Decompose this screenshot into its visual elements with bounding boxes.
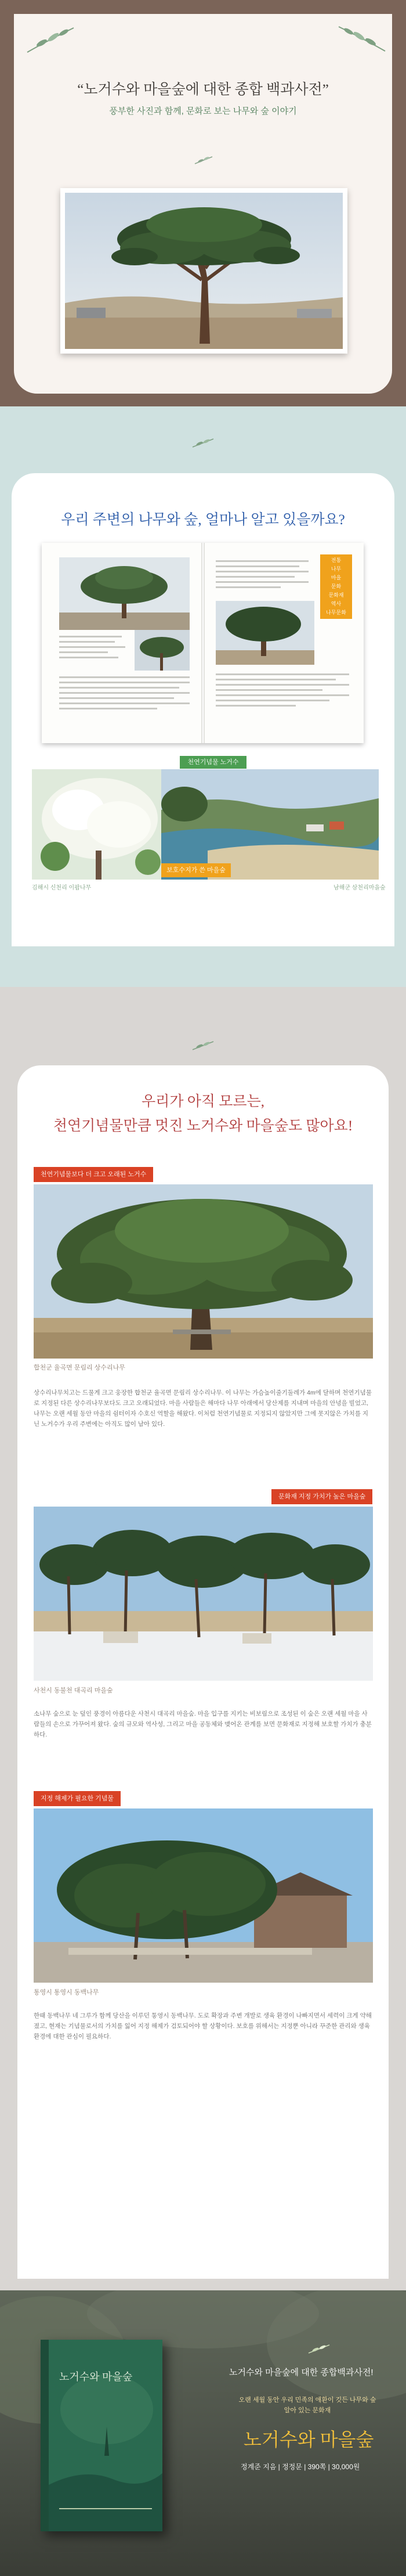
block3-tag: 지정 해제가 필요한 기념물 <box>34 1791 121 1806</box>
block2-text: 소나무 숲으로 눈 덮인 풍경이 아름다운 사천시 대곡리 마을숲. 마을 입구를 지키는 비보림으로 조성된 이 숲은 오랜 세월 마을 사람들의 손으로 가꾸어져 왔다. 숲의 규모와 역사성, 그리고 마을 공동체와 맺어온 관계를 보면 문화재로 지정해 보호할 가치가 충분하다. <box>34 1710 372 1738</box>
trees-section <box>0 987 406 2290</box>
book-side-tags <box>320 554 352 619</box>
footer-tagline-2: 알아 있는 문화재 <box>284 2407 331 2414</box>
footer-tagline <box>220 2395 394 2416</box>
hero-section <box>0 0 406 406</box>
side-tag: 나무문화 <box>326 610 346 615</box>
hero-subtitle: 풍부한 사진과 함께, 문화로 보는 나무와 숲 이야기 <box>109 106 297 116</box>
footer-tagline-1: 오랜 세월 동안 우리 민족의 애환이 깃든 나무와 숲 <box>238 2397 376 2404</box>
book-left-small-photo <box>135 630 190 671</box>
book-side-tag-column <box>320 554 352 619</box>
camellia-tree-photo <box>34 1808 373 1983</box>
caption-left: 김해시 신천리 이팝나무 <box>32 885 92 891</box>
footer-book-title: 노거수와 마을숲 <box>244 2429 374 2450</box>
block3-caption: 통영시 통영시 동백나무 <box>34 1989 99 1996</box>
side-tag: 문화 <box>331 583 342 589</box>
oak-tree-photo <box>34 1184 373 1359</box>
side-tag: 전통 <box>331 557 342 563</box>
block1-tag: 천연기념물보다 더 크고 오래된 노거수 <box>34 1167 153 1182</box>
book-footer-section <box>0 2290 406 2576</box>
book-preview-card <box>12 473 394 946</box>
footer-headline: 노거수와 마을숲에 대한 종합백과사전! <box>229 2368 374 2377</box>
book-cover <box>41 2340 162 2531</box>
side-tag: 문화재 <box>328 592 344 598</box>
book-right-text <box>216 560 309 592</box>
hero-card <box>14 14 392 394</box>
leaf-sprig-icon <box>191 437 215 449</box>
leaf-sprig-icon <box>24 23 77 58</box>
book-spine <box>41 2340 49 2531</box>
book-left-body <box>59 676 190 713</box>
open-book-spread <box>42 543 364 743</box>
book-preview-section <box>0 406 406 987</box>
green-label-tag: 천연기념물 노거수 <box>180 756 246 769</box>
book-gutter <box>201 543 205 743</box>
pine-forest-photo <box>34 1507 373 1681</box>
leaf-sprig-icon <box>191 1039 215 1052</box>
section3-title-line2: 천연기념물만큼 멋진 노거수와 마을숲도 많아요! <box>53 1118 353 1134</box>
pine-tree-illustration <box>65 193 343 349</box>
book-right-photo <box>216 601 314 665</box>
section3-title-line1: 우리가 아직 모르는, <box>142 1094 264 1109</box>
orange-label-tag: 보호수지가 쓴 마을숲 <box>161 863 231 877</box>
caption-right: 남해군 삼천리마을숲 <box>334 885 386 891</box>
trees-card <box>17 1065 389 2279</box>
footer-book-meta: 정계준 지음 | 정정문 | 390쪽 | 30,000원 <box>241 2463 360 2471</box>
cover-rule <box>59 2508 152 2509</box>
hero-title: “노거수와 마을숲에 대한 종합 백과사전” <box>77 82 329 98</box>
leaf-sprig-icon <box>194 154 213 166</box>
book-left-photo <box>59 557 190 630</box>
white-flower-tree-photo <box>32 769 168 880</box>
block2-tag: 문화재 지정 가치가 높은 마을숲 <box>271 1489 372 1504</box>
block2-caption: 사천시 동불천 대곡리 마을숲 <box>34 1687 113 1694</box>
block3-text: 한때 동백나무 네 그루가 함께 당산을 이루던 통영시 동백나무. 도로 확장과 주변 개발로 생육 환경이 나빠지면서 세력이 크게 약해졌고, 현재는 기념물로서의 가치를 잃어 지정 해제가 검토되어야 할 상황이다. 보호를 위해서는 지정뿐 아니라 꾸준한 관리와 생육 환경에 대한 관심이 필요하다. <box>34 2012 372 2040</box>
cover-title: 노거수와 마을숲 <box>59 2371 133 2383</box>
block1-text: 상수리나무치고는 드물게 크고 웅장한 합천군 율곡면 문림리 상수리나무. 이 나무는 가슴높이줄기둘레가 4m에 달하며 천연기념물로 지정된 다른 상수리나무보다도 크고 오래되었다. 마을 사람들은 해마다 나무 아래에서 당산제를 지내며 마을의 안녕을 빌었고, 나무는 오랜 세월 동안 마을의 쉼터이자 수호신 역할을 해왔다. 이처럼 천연기념물로 지정되지 않았지만 그에 못지않은 가치를 지닌 노거수가 우리 주변에는 아직도 많이 남아 있다. <box>34 1389 372 1428</box>
block1-caption: 합천군 율곡면 문림리 상수리나무 <box>34 1364 125 1371</box>
hero-tree-photo <box>60 188 347 354</box>
side-tag: 나무 <box>331 566 342 572</box>
book-right-body <box>216 673 349 710</box>
side-tag: 역사 <box>331 601 342 607</box>
book-left-text <box>59 636 129 662</box>
section2-title: 우리 주변의 나무와 숲, 얼마나 알고 있을까요? <box>61 512 345 528</box>
leaf-sprig-icon <box>336 22 388 57</box>
side-tag: 마을 <box>331 575 342 581</box>
leaf-sprig-icon <box>307 2343 331 2355</box>
